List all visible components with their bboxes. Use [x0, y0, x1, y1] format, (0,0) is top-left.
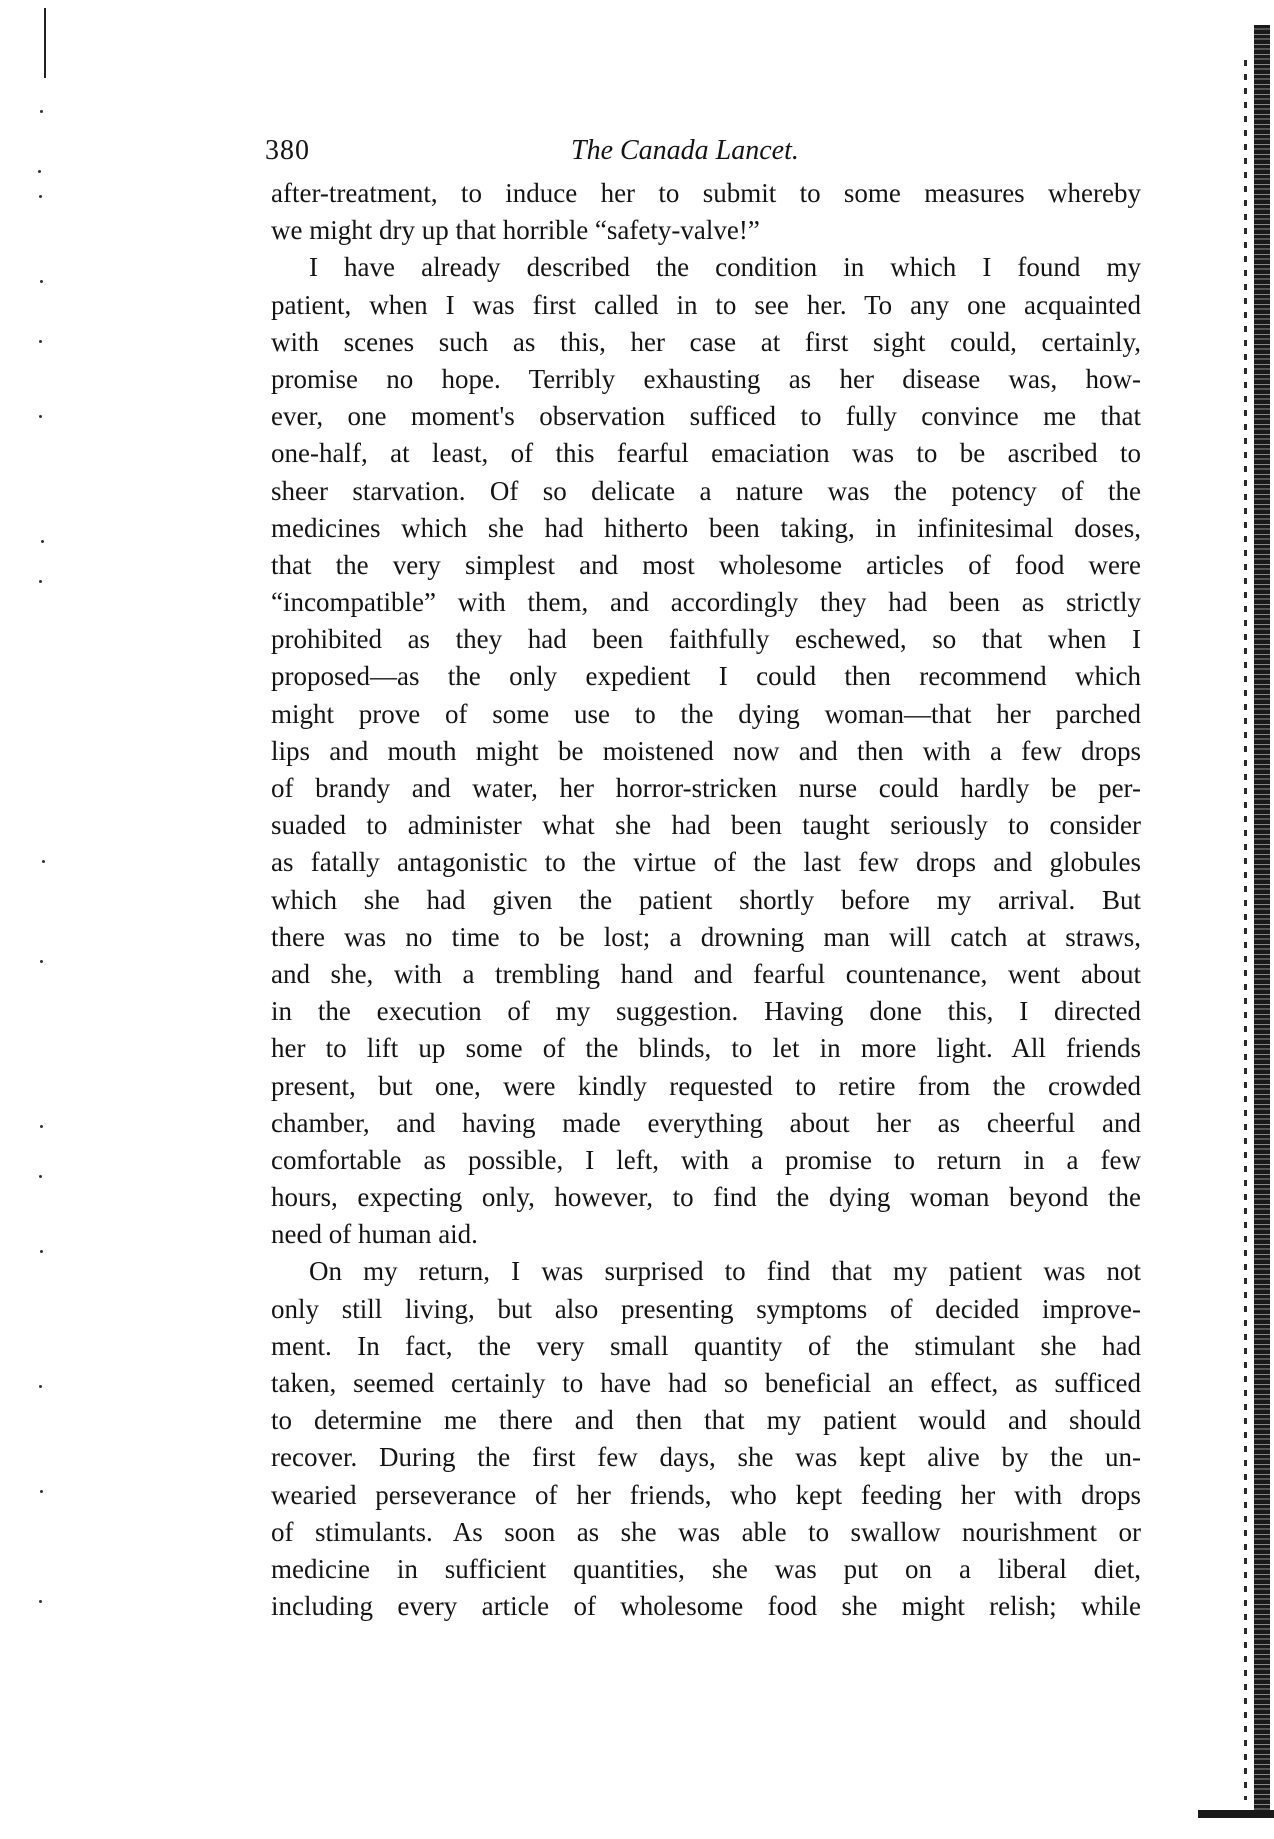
body-text: [271, 175, 1141, 1625]
page-text: [265, 135, 1141, 1625]
text-line: in the execution of my suggestion. Having done this, I directed: [271, 996, 1141, 1027]
margin-speck: [39, 415, 42, 418]
text-line: including every article of wholesome food she might relish; while: [271, 1591, 1141, 1622]
text-line: ment. In fact, the very small quantity of the stimulant she had: [271, 1330, 1141, 1361]
text-line: which she had given the patient shortly before my arrival. But: [271, 884, 1141, 915]
margin-speck: [42, 860, 45, 863]
page-number: 380: [265, 135, 310, 166]
text-line: sheer starvation. Of so delicate a nature was the potency of the: [271, 475, 1141, 506]
text-line: On my return, I was surprised to find that my patient was not: [309, 1256, 1141, 1287]
text-line: after-treatment, to induce her to submit to some measures whereby: [271, 178, 1141, 208]
margin-speck: [39, 195, 42, 198]
text-line: of stimulants. As soon as she was able to swallow nourishment or: [271, 1516, 1141, 1547]
text-line: proposed—as the only expedient I could then recommend which: [271, 661, 1141, 692]
journal-title: The Canada Lancet.: [571, 135, 799, 166]
text-line: comfortable as possible, I left, with a promise to return in a few: [271, 1144, 1141, 1175]
margin-speck: [40, 960, 43, 963]
text-line: present, but one, were kindly requested to retire from the crowded: [271, 1070, 1141, 1101]
margin-speck: [39, 340, 42, 343]
text-line: lips and mouth might be moistened now and then with a few drops: [271, 735, 1141, 766]
margin-speck: [39, 1385, 42, 1388]
text-line: of brandy and water, her horror-stricken nurse could hardly be per-: [271, 773, 1141, 803]
margin-speck: [40, 1125, 43, 1128]
margin-speck: [39, 580, 42, 583]
running-head: [265, 135, 1141, 175]
text-line: “incompatible” with them, and accordingly they had been as strictly: [271, 587, 1141, 618]
text-line: hours, expecting only, however, to find the dying woman beyond the: [271, 1182, 1141, 1213]
text-line: one-half, at least, of this fearful emaciation was to be ascribed to: [271, 438, 1141, 469]
text-line: as fatally antagonistic to the virtue of the last few drops and globules: [271, 847, 1141, 878]
margin-speck: [38, 170, 41, 173]
left-margin-specks: [36, 0, 50, 1839]
text-line: chamber, and having made everything about her as cheerful and: [271, 1107, 1141, 1138]
text-line: ever, one moment's observation sufficed to fully convince me that: [271, 401, 1141, 432]
binding-edge-shadow: [1244, 60, 1247, 1800]
text-line: might prove of some use to the dying woman—that her parched: [271, 698, 1141, 729]
margin-speck: [40, 110, 43, 113]
text-line: suaded to administer what she had been taught seriously to consider: [271, 810, 1141, 841]
margin-speck: [40, 280, 43, 283]
text-line: taken, seemed certainly to have had so beneficial an effect, as sufficed: [271, 1368, 1141, 1398]
text-line: only still living, but also presenting symptoms of decided improve-: [271, 1293, 1141, 1324]
text-line: promise no hope. Terribly exhausting as her disease was, how-: [271, 363, 1141, 394]
text-line: patient, when I was first called in to see her. To any one acquainted: [271, 289, 1141, 320]
text-line: need of human aid.: [271, 1219, 478, 1250]
margin-speck: [41, 540, 44, 543]
text-line: medicines which she had hitherto been taking, in infinitesimal doses,: [271, 512, 1141, 543]
text-line: I have already described the condition in which I found my: [309, 252, 1141, 283]
text-line: medicine in sufficient quantities, she was put on a liberal diet,: [271, 1553, 1141, 1584]
margin-speck: [40, 1250, 43, 1253]
text-line: and she, with a trembling hand and fearful countenance, went about: [271, 958, 1141, 989]
text-line: that the very simplest and most wholesome articles of food were: [271, 549, 1141, 580]
text-line: we might dry up that horrible “safety-valve!”: [271, 215, 760, 246]
text-line: wearied perseverance of her friends, who kept feeding her with drops: [271, 1479, 1141, 1510]
text-line: there was no time to be lost; a drowning man will catch at straws,: [271, 921, 1141, 952]
binding-edge-foot: [1198, 1810, 1274, 1818]
text-line: prohibited as they had been faithfully eschewed, so that when I: [271, 624, 1141, 655]
text-line: to determine me there and then that my patient would and should: [271, 1405, 1141, 1436]
text-line: with scenes such as this, her case at first sight could, certainly,: [271, 326, 1141, 357]
margin-speck: [39, 1175, 42, 1178]
margin-speck: [40, 1490, 43, 1493]
text-line: recover. During the first few days, she was kept alive by the un-: [271, 1442, 1141, 1473]
binding-edge: [1254, 25, 1270, 1815]
text-line: her to lift up some of the blinds, to let in more light. All friends: [271, 1033, 1141, 1064]
margin-speck: [39, 1600, 42, 1603]
